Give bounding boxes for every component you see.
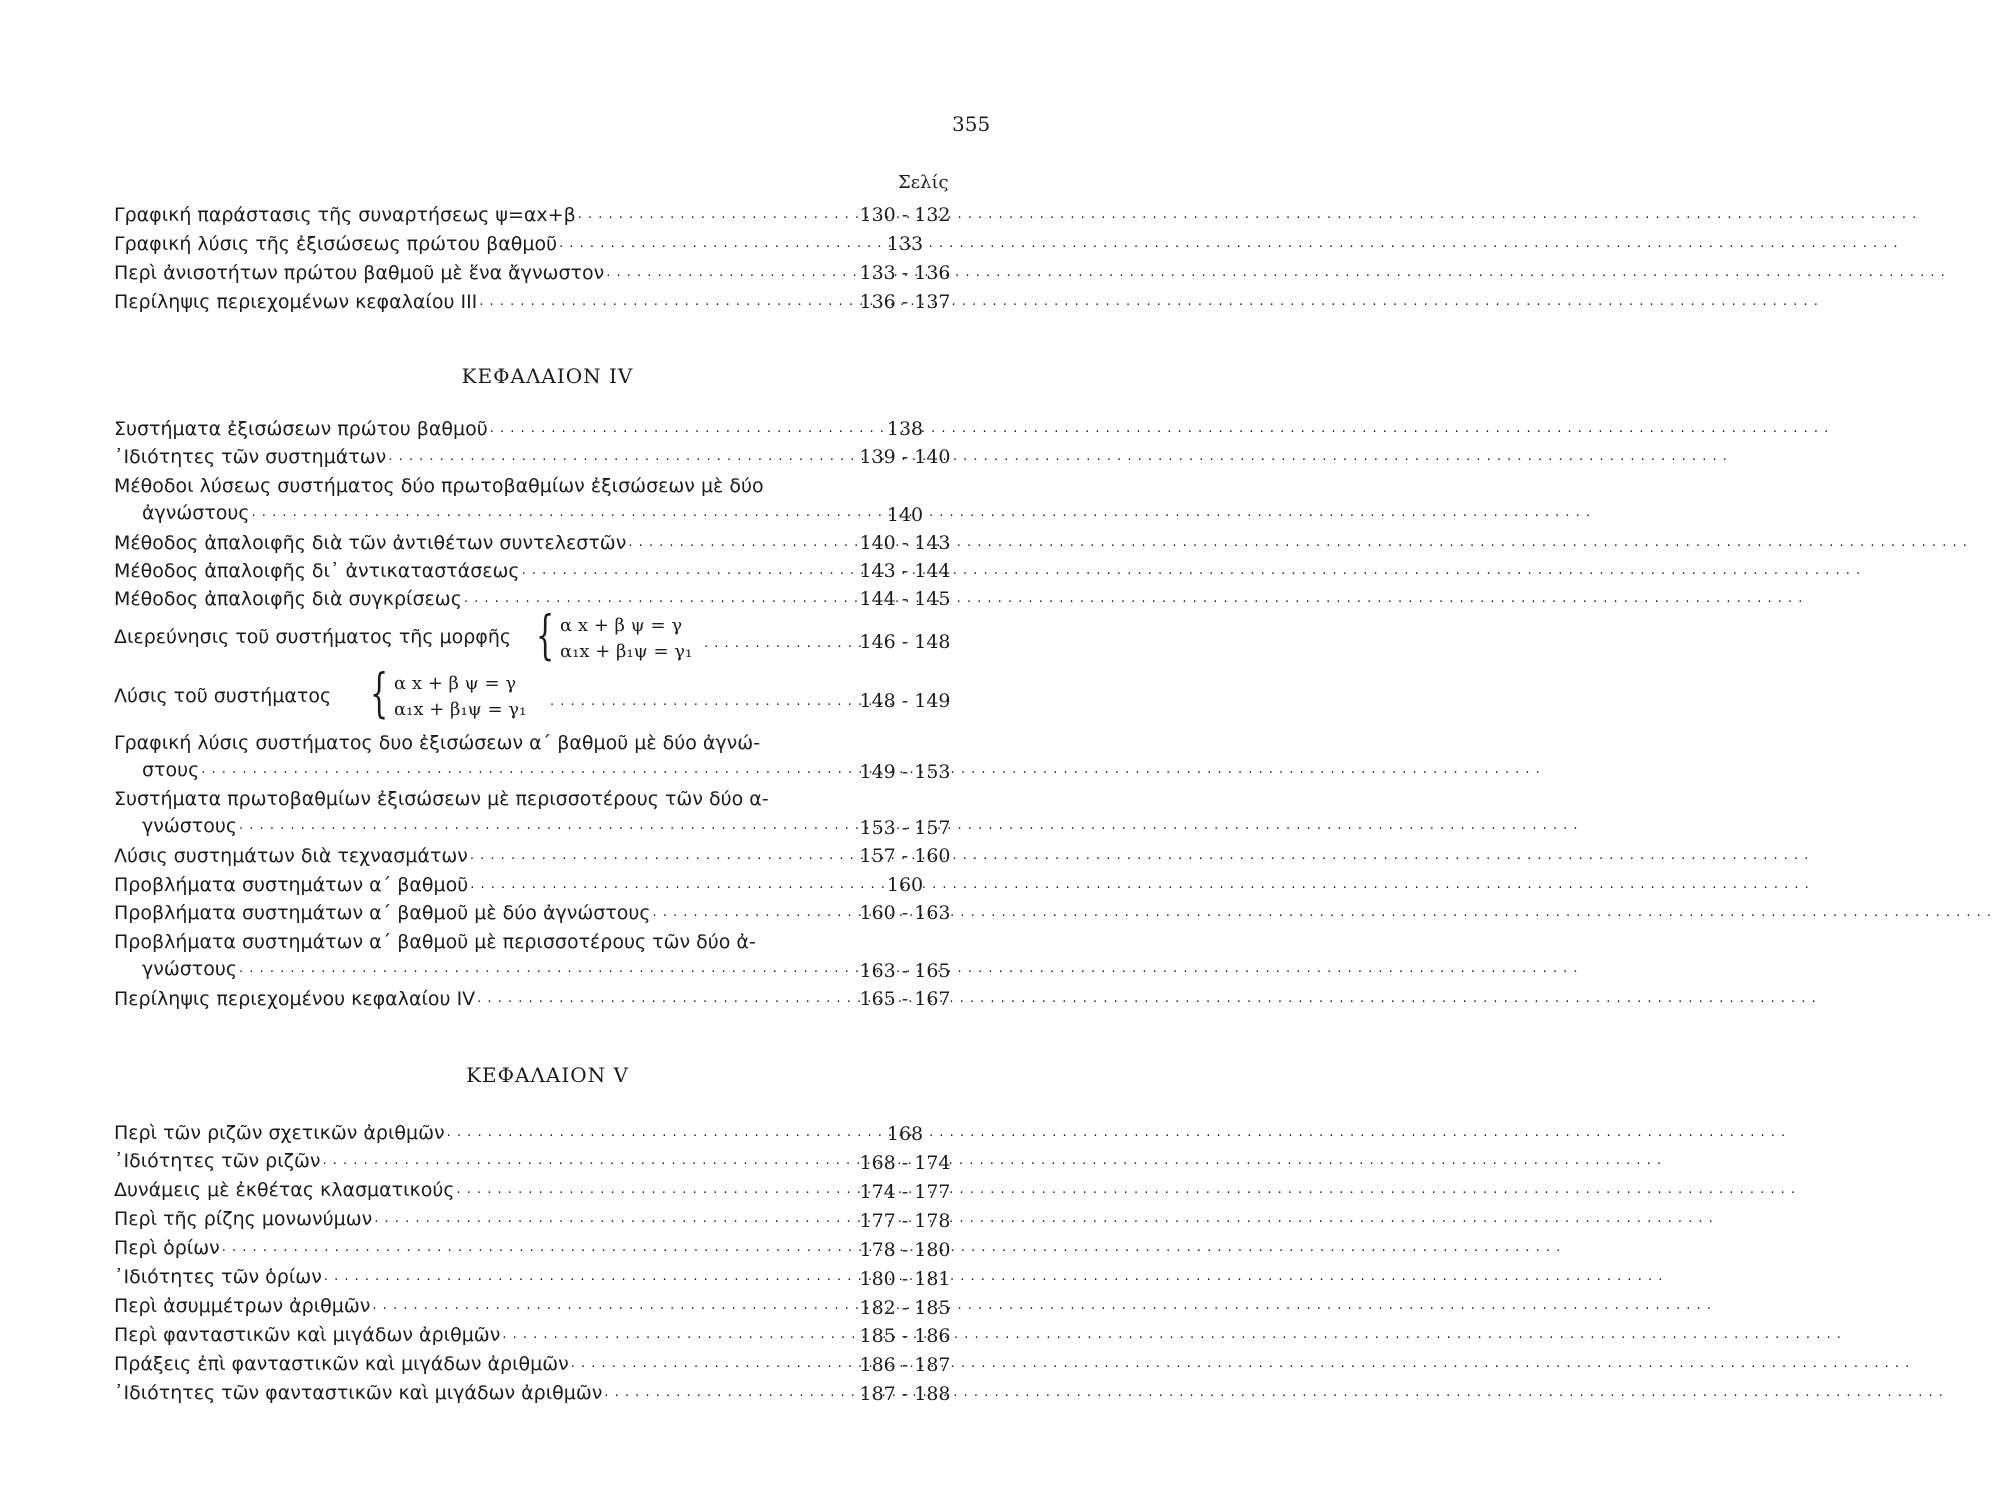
toc-entry[interactable]: Μέθοδοι λύσεως συστήματος δύο πρωτοβαθμίων ἐξισώσεων μὲ δύο: [114, 475, 764, 497]
toc-page-range: 165 - 167: [859, 988, 951, 1010]
toc-entry[interactable]: Γραφική παράστασις τῆς συναρτήσεως ψ=αx+β . . .: [114, 202, 828, 228]
dot-leader: [559, 231, 1899, 257]
dot-leader: [628, 530, 1968, 556]
toc-entry[interactable]: Περὶ τῆς ρίζης μονωνύμων . . .: [114, 1206, 828, 1232]
toc-entry-continuation[interactable]: ἀγνώστους . . .: [142, 500, 828, 526]
toc-page-range: 178 - 180: [859, 1239, 951, 1261]
toc-entry[interactable]: Περὶ ὁρίων . . .: [114, 1235, 828, 1261]
toc-page-range: 140: [886, 504, 924, 526]
pages-column-header: Σελίς: [898, 172, 949, 193]
chapter-heading: ΚΕΦΑΛΑΙΟΝ V: [466, 1063, 629, 1087]
toc-entry[interactable]: Δυνάμεις μὲ ἐκθέτας κλασματικούς . . .: [114, 1177, 828, 1203]
toc-entry[interactable]: Περὶ ἀσυμμέτρων ἀριθμῶν . . .: [114, 1293, 828, 1319]
toc-page-range: 180 - 181: [859, 1268, 951, 1290]
toc-entry[interactable]: Προβλήματα συστημάτων α΄ βαθμοῦ . . .: [114, 872, 828, 898]
toc-entry-continuation[interactable]: στους . . .: [142, 757, 828, 783]
toc-entry[interactable]: Προβλήματα συστημάτων α΄ βαθμοῦ μὲ δύο ἀγνώστους . . .: [114, 900, 828, 926]
equation-line: α₁x + β₁ψ = γ₁: [560, 641, 693, 662]
toc-entry[interactable]: Περὶ τῶν ριζῶν σχετικῶν ἀριθμῶν . . .: [114, 1120, 828, 1146]
dot-leader: [522, 558, 1862, 584]
toc-page-range: 139 - 140: [859, 446, 951, 468]
toc-page-range: 138: [886, 418, 924, 440]
dot-leader: [470, 872, 1810, 898]
dot-leader: . . . . . . . . . . . . . . . . . . . . . . . . . . . . . . . . . .: [550, 694, 894, 709]
toc-page-range: 174 - 177: [859, 1181, 951, 1203]
toc-entry-system[interactable]: Λύσις τοῦ συστήματος: [114, 685, 332, 707]
toc-page-range: 133: [886, 233, 924, 255]
toc-entry[interactable]: ᾿Ιδιότητες τῶν ὁρίων . . .: [114, 1264, 828, 1290]
toc-page-range: 177 - 178: [859, 1210, 951, 1232]
dot-leader: [324, 1264, 1664, 1290]
dot-leader: [447, 1120, 1787, 1146]
brace-symbol: {: [536, 606, 555, 666]
brace-symbol: {: [370, 664, 389, 724]
toc-page-range: 157 - 160: [859, 845, 951, 867]
dot-leader: . . . . . . . . . . . . . . . .: [704, 636, 864, 651]
dot-leader: [323, 1148, 1663, 1174]
toc-page-range: 163 - 165: [859, 960, 951, 982]
toc-page-range: 130 - 132: [859, 204, 951, 226]
toc-page-range: 168: [886, 1123, 924, 1145]
dot-leader: [372, 1293, 1712, 1319]
toc-page-range: 148 - 149: [859, 690, 951, 712]
equation-line: α x + β ψ = γ: [394, 673, 517, 694]
toc-page-range: 160: [886, 874, 924, 896]
toc-page-range: 140 - 143: [859, 532, 951, 554]
toc-entry[interactable]: Περίληψις περιεχομένου κεφαλαίου IV . . .: [114, 986, 828, 1012]
toc-entry[interactable]: Λύσις συστημάτων διὰ τεχνασμάτων . . .: [114, 843, 828, 869]
toc-entry[interactable]: Συστήματα ἐξισώσεων πρώτου βαθμοῦ . . .: [114, 416, 828, 442]
toc-entry[interactable]: ᾿Ιδιότητες τῶν ριζῶν . . .: [114, 1148, 828, 1174]
dot-leader: [464, 586, 1804, 612]
toc-page-range: 133 - 136: [859, 262, 951, 284]
toc-page-range: 143 - 144: [859, 560, 951, 582]
toc-page-range: 168 - 174: [859, 1152, 951, 1174]
toc-page-range: 144 - 145: [859, 588, 951, 610]
toc-page-range: 153 - 157: [859, 817, 951, 839]
toc-entry-continuation[interactable]: γνώστους . . .: [142, 956, 828, 982]
toc-page-range: 160 - 163: [859, 902, 951, 924]
dot-leader: [606, 260, 1946, 286]
toc-page-range: 185 - 186: [859, 1325, 951, 1347]
equation-line: α₁x + β₁ψ = γ₁: [394, 699, 527, 720]
dot-leader: [490, 416, 1830, 442]
dot-leader: [374, 1206, 1714, 1232]
toc-entry[interactable]: Περὶ φανταστικῶν καὶ μιγάδων ἀριθμῶν . . .: [114, 1322, 828, 1348]
dot-leader: [502, 1322, 1842, 1348]
dot-leader: [470, 843, 1810, 869]
toc-page-range: 149 - 153: [859, 761, 951, 783]
toc-entry[interactable]: Συστήματα πρωτοβαθμίων ἐξισώσεων μὲ περισσοτέρους τῶν δύο α-: [114, 788, 769, 810]
toc-entry[interactable]: Μέθοδος ἀπαλοιφῆς διὰ τῶν ἀντιθέτων συντελεστῶν . . .: [114, 530, 828, 556]
dot-leader: [571, 1351, 1911, 1377]
page-number: 355: [952, 112, 991, 136]
toc-entry[interactable]: Γραφική λύσις τῆς ἐξισώσεως πρώτου βαθμοῦ . . .: [114, 231, 828, 257]
toc-entry[interactable]: ᾿Ιδιότητες τῶν συστημάτων . . .: [114, 444, 828, 470]
toc-entry-continuation[interactable]: γνώστους . . .: [142, 813, 828, 839]
toc-entry[interactable]: Μέθοδος ἀπαλοιφῆς διὰ συγκρίσεως . . .: [114, 586, 828, 612]
toc-entry[interactable]: Μέθοδος ἀπαλοιφῆς δι᾿ ἀντικαταστάσεως . . .: [114, 558, 828, 584]
toc-entry-system[interactable]: Διερεύνησις τοῦ συστήματος τῆς μορφῆς: [114, 626, 512, 648]
dot-leader: [604, 1380, 1944, 1406]
dot-leader: [456, 1177, 1796, 1203]
toc-page-range: 136 - 137: [859, 291, 951, 313]
dot-leader: [477, 986, 1817, 1012]
toc-entry[interactable]: Γραφική λύσις συστήματος δυο ἐξισώσεων α΄ βαθμοῦ μὲ δύο ἀγνώ-: [114, 732, 761, 754]
dot-leader: [388, 444, 1728, 470]
chapter-heading: ΚΕΦΑΛΑΙΟΝ IV: [461, 364, 634, 388]
toc-entry[interactable]: Περίληψις περιεχομένων κεφαλαίου III . . .: [114, 289, 828, 315]
toc-entry[interactable]: Προβλήματα συστημάτων α΄ βαθμοῦ μὲ περισσοτέρους τῶν δύο ἀ-: [114, 931, 756, 953]
toc-page-range: 182 - 185: [859, 1297, 951, 1319]
toc-entry[interactable]: Πράξεις ἐπὶ φανταστικῶν καὶ μιγάδων ἀριθμῶν . . .: [114, 1351, 828, 1377]
equation-line: α x + β ψ = γ: [560, 615, 683, 636]
toc-page-range: 146 - 148: [859, 631, 951, 653]
toc-page-range: 187 - 188: [859, 1383, 951, 1405]
dot-leader: [479, 289, 1819, 315]
toc-page-range: 186 - 187: [859, 1354, 951, 1376]
toc-entry[interactable]: Περὶ ἀνισοτήτων πρώτου βαθμοῦ μὲ ἕνα ἄγνωστον . . .: [114, 260, 828, 286]
dot-leader: [578, 202, 1918, 228]
toc-entry[interactable]: ᾿Ιδιότητες τῶν φανταστικῶν καὶ μιγάδων ἀριθμῶν . . .: [114, 1380, 828, 1406]
